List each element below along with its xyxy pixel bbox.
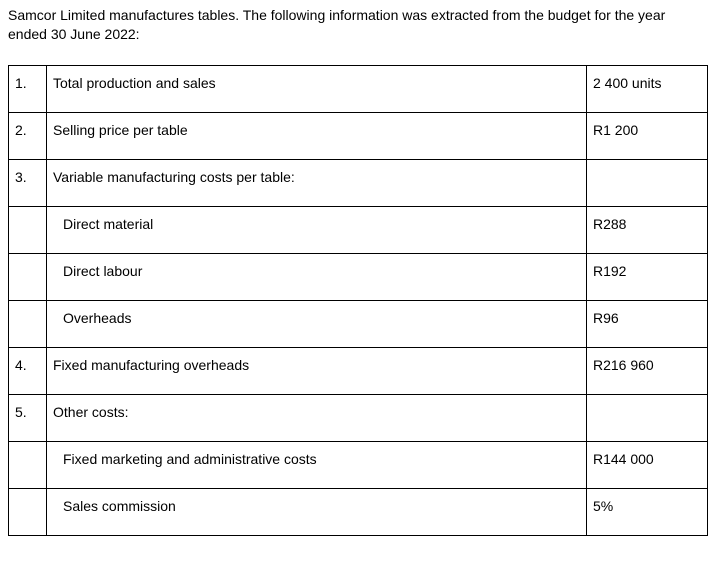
row-number: 5.: [9, 395, 47, 442]
row-number: [9, 301, 47, 348]
table-row: [9, 207, 708, 254]
row-value: R288: [587, 207, 708, 254]
row-description: [47, 442, 587, 489]
row-value: R216 960: [587, 348, 708, 395]
row-description-text: Fixed marketing and administrative costs: [63, 451, 317, 467]
row-description: [47, 207, 587, 254]
row-description-text: Sales commission: [63, 498, 176, 514]
row-value: R96: [587, 301, 708, 348]
row-number: [9, 489, 47, 536]
row-description-text: Total production and sales: [53, 75, 216, 91]
intro-paragraph: Samcor Limited manufactures tables. The following information was extracted from the budget for the year ended 30 June 2022:: [8, 7, 666, 42]
row-description: [47, 301, 587, 348]
table-row: [9, 442, 708, 489]
row-number: 1.: [9, 66, 47, 113]
table-row: [9, 254, 708, 301]
row-description: [47, 395, 587, 442]
row-description: [47, 254, 587, 301]
row-number: 4.: [9, 348, 47, 395]
table-row: [9, 160, 708, 207]
row-description: [47, 66, 587, 113]
table-row: [9, 489, 708, 536]
row-description-text: Direct labour: [63, 263, 143, 279]
row-value: [587, 160, 708, 207]
row-description: [47, 160, 587, 207]
table-row: [9, 348, 708, 395]
row-description-text: Direct material: [63, 216, 154, 232]
row-number: [9, 254, 47, 301]
row-description-text: Fixed manufacturing overheads: [53, 357, 250, 373]
row-description: [47, 489, 587, 536]
row-number: [9, 207, 47, 254]
table-row: [9, 113, 708, 160]
row-description-text: Other costs:: [53, 404, 129, 420]
row-description: [47, 348, 587, 395]
row-value: R192: [587, 254, 708, 301]
table-row: [9, 395, 708, 442]
row-value: 2 400 units: [587, 66, 708, 113]
row-value: [587, 395, 708, 442]
budget-table: [8, 65, 708, 536]
row-value: R1 200: [587, 113, 708, 160]
row-description-text: Overheads: [63, 310, 132, 326]
row-number: 2.: [9, 113, 47, 160]
table-row: [9, 66, 708, 113]
row-value: 5%: [587, 489, 708, 536]
row-value: R144 000: [587, 442, 708, 489]
table-row: [9, 301, 708, 348]
row-description-text: Selling price per table: [53, 122, 188, 138]
row-description: [47, 113, 587, 160]
row-number: [9, 442, 47, 489]
row-description-text: Variable manufacturing costs per table:: [53, 169, 295, 185]
row-number: 3.: [9, 160, 47, 207]
